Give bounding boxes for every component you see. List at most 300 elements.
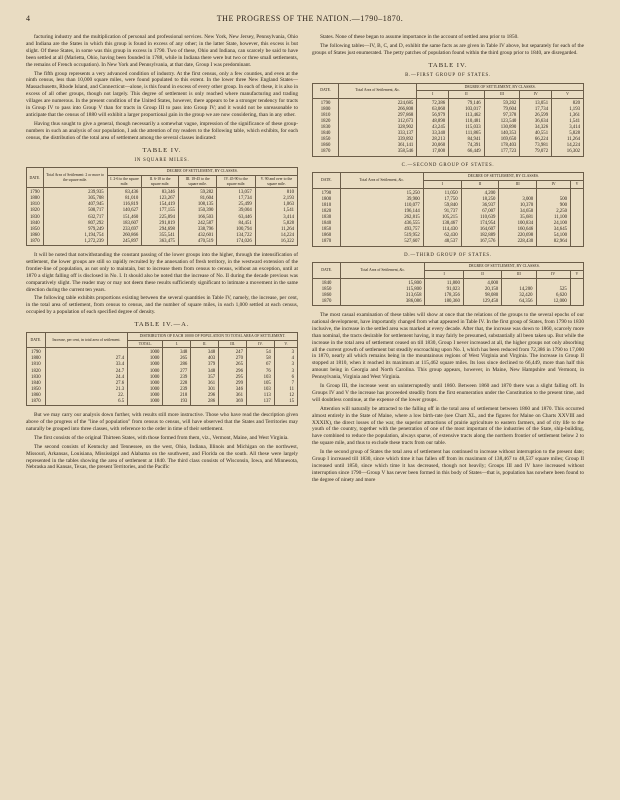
left-column [26, 34, 298, 473]
table-cell: 1860 [27, 233, 44, 239]
table-cell: 361,141 [339, 143, 417, 149]
table-cell: 36,937 [461, 203, 499, 209]
table-cell: 160,646 [499, 227, 537, 233]
table-cell: 1000 [128, 399, 163, 406]
table-header: III [502, 271, 536, 279]
table-cell: 62,430 [423, 233, 461, 239]
table-header: Total Area of Settlement: 2 or more to the square mile. [43, 168, 107, 188]
table-cell: 4 [274, 356, 297, 362]
table-caption: TABLE IV. [142, 146, 182, 154]
table-cell: 1860 [313, 293, 341, 299]
table-cell: 312,673 [339, 119, 417, 125]
table-header: V [552, 91, 584, 99]
table-cell: 1870 [313, 299, 341, 306]
table-cell: 1810 [27, 362, 46, 368]
table-cell: 20,060 [417, 143, 449, 149]
table-cell: 17,734 [520, 107, 552, 113]
table-header: IV [536, 271, 570, 279]
table-cell: 18,250 [461, 197, 499, 203]
table-cell: 1870 [27, 399, 46, 406]
table-cell: 247 [219, 348, 247, 357]
table-cell: 110,481 [449, 119, 485, 125]
table-cell: 66,224 [520, 137, 552, 143]
table-row [27, 399, 298, 406]
table-cell: 7 [274, 381, 297, 387]
table-cell: 59,282 [484, 98, 520, 107]
table-cell: 32,420 [502, 293, 536, 299]
table-cell: 40,551 [520, 131, 552, 137]
table-cell: 150,390 [178, 208, 217, 214]
table-cell: 17,000 [417, 149, 449, 156]
table-cell: 12,000 [536, 299, 570, 306]
table-subtitle: IN SQUARE MILES. [134, 157, 190, 163]
table-cell: 1000 [128, 387, 163, 393]
table-cell: 299 [219, 381, 247, 387]
table-row [313, 188, 584, 197]
table-cell: 98,080 [463, 293, 501, 299]
table-subtitle: B.—FIRST GROUP OF STATES. [405, 72, 491, 78]
table-cell: 14,224 [552, 143, 584, 149]
table-cell: 1820 [313, 119, 339, 125]
table-cell: 67 [246, 362, 274, 368]
table-cell: 123,267 [142, 196, 179, 202]
table-cell: 58 [246, 356, 274, 362]
table-cell: 358,546 [339, 149, 417, 156]
table-cell: 110,077 [340, 203, 423, 209]
table-cell: 81,010 [107, 196, 142, 202]
table-cell: 103 [246, 375, 274, 381]
table-cell: 16,302 [552, 149, 584, 156]
table-cell: 239 [163, 387, 191, 393]
table-cell: 3 [274, 362, 297, 368]
table-cell: 305,708 [43, 196, 107, 202]
table-cell: 807,292 [43, 221, 107, 227]
table-cell: 10,370 [499, 203, 537, 209]
table-cell: 33,340 [417, 131, 449, 137]
table-cell: 361 [219, 393, 247, 399]
table-row [313, 239, 584, 246]
table-cell: 1830 [27, 375, 46, 381]
table-cell: 15 [274, 399, 297, 406]
table-header: I. [163, 340, 191, 348]
table-cell: 1840 [27, 221, 44, 227]
table-cell: 183,607 [107, 221, 142, 227]
table-cell: 115,033 [449, 125, 485, 131]
table-cell: 178,403 [484, 143, 520, 149]
table-cell: 407,945 [43, 202, 107, 208]
paragraph: It will be noted that notwithstanding the constant passing of the lower groups into the higher, through the intensification of settlement, the lower groups are still so rapidly recruited by the annexation of fresh territory, in the westward extension of the frontier-line of population, as not only to maintain, but to increase them from census to census, without an exception, until at 1870 a slight falling off is disclosed in No. I. It should also be noted that the increase of No. II during the decade previous was comparatively slight. The reader may or may not deem these results sufficiently significant to intimate a movement in the same direction during the current ten years. [26, 252, 298, 293]
table-cell: 1870 [313, 149, 339, 156]
table-cell: 1790 [313, 188, 341, 197]
table-cell: 73,981 [520, 143, 552, 149]
table-cell: 295 [219, 375, 247, 381]
table-cell: 1790 [27, 348, 46, 357]
table-cell: 105,215 [423, 215, 461, 221]
table-cell: 245,897 [107, 239, 142, 246]
table-cell: 1000 [128, 369, 163, 375]
table-cell: 225,894 [142, 215, 179, 221]
table-row [313, 299, 584, 306]
table-cell: 59,840 [423, 203, 461, 209]
table-subtitle: D.—THIRD GROUP OF STATES. [404, 252, 492, 258]
table-header: II. [191, 340, 219, 348]
table-header: V. 90 and over to the square mile. [255, 176, 297, 188]
table-cell: 979,249 [43, 227, 107, 233]
running-title: THE PROGRESS OF THE NATION.—1790–1870. [216, 14, 404, 23]
table-header: DATE. [313, 173, 341, 188]
table-cell: 196,144 [340, 209, 423, 215]
table-header: Total Area of Settlement, &c. [340, 173, 423, 188]
table-cell: 357 [191, 375, 219, 381]
table-cell: 361 [191, 381, 219, 387]
table-row [27, 239, 298, 246]
table-cell [499, 188, 537, 197]
table-cell: 1870 [27, 239, 44, 246]
table-cell: 39,900 [340, 197, 423, 203]
table-cell: 1,063 [255, 202, 297, 208]
table-header: DATE. [27, 333, 46, 348]
table-header: DATE. [313, 83, 339, 98]
table-cell: 1,193 [552, 107, 584, 113]
table-cell: 1840 [27, 381, 46, 387]
table-cell: 348 [191, 369, 219, 375]
table-cell: 277 [163, 369, 191, 375]
table-cell: 79,604 [484, 107, 520, 113]
table-cell: 11,050 [423, 188, 461, 197]
table-header: IV. 45-90 to the square mile. [217, 176, 255, 188]
table-cell: 64,356 [502, 299, 536, 306]
table-cell: 14,224 [255, 233, 297, 239]
table-cell: 91,023 [425, 287, 463, 293]
table-cell: 180,360 [425, 299, 463, 306]
table-cell: 2,193 [255, 196, 297, 202]
table-cell: 100,794 [217, 227, 255, 233]
table-cell: 1800 [27, 356, 46, 362]
table-cell: 3 [274, 369, 297, 375]
table-cell: 500 [537, 197, 571, 203]
table-header: I [425, 271, 463, 279]
table-cell: 348 [163, 348, 191, 357]
paragraph: The fifth group represents a very advanced condition of industry. At the first census, only a few counties, and even at the ninth census, less than 10,000 square miles, were found populated to this extent. In the lower three New England States—Massachusetts, Rhode Island, and Connecticut—alone, is this found in excess of every other group. In each of these, it is also in excess of all other groups, though not largely. This degree of settlement is only reached where manufacturing and trading villages are numerous. In the present condition of the United States, however, there appears to be a stronger tendency for tracts in Group IV to pass into Group V than for tracts in Group III to pass into Group IV; and it would not be unreasonable to anticipate that the census of 1880 will exhibit a larger proportional gain in the group we are now considering, than in any other. [26, 70, 298, 118]
paragraph: Having thus sought to give a general, though necessarily a somewhat vague, impression of the significance of these group-numbers in such an analysis of our population, I ask the attention of my readers to the following table, which exhibits, for each census, the distribution of the total area of settlement among the several classes indicated: [26, 120, 298, 141]
table-header: II [461, 181, 499, 189]
table-cell: 113 [246, 393, 274, 399]
table-cell: 129,450 [463, 299, 501, 306]
table-cell: 27.6 [45, 381, 127, 387]
table-cell: 74,391 [449, 143, 485, 149]
table-cell: 1820 [27, 369, 46, 375]
table-cell: 16,322 [255, 239, 297, 246]
paragraph: The most casual examination of these tables will show at once that the relations of the groups to the several epochs of our national development, have importantly changed from what appeared in Table IV. In the first group of States, from 1790 to 1830 inclusive, the increase in the settled area was marked at every decade. After that, the increase was down to 1860, scarcely more than nominal, the tracts desirable for settlement having, it may fairly be presumed, substantially all been taken up. But while the increase in the total area of settlement ceased on till 1830, Group I never increased at all, the higher groups not only absorbing all the current growth of settlement but steadily encroaching upon No. I, which has been reduced from 72,386 in 1790 to 17,000 in 1870, nearly all which remains being in the mountainous regions of West Virginia and Virginia. The increase in Group II stopped at 1810, when it reached its maximum at 115,462 square miles. Its loss since declined to 66,449, more than half this amount being in Georgia and North Carolina. This group appears, however, in Maine, New Hampshire and Vermont, in Pennsylvania, Virginia and West Virginia. [312, 311, 585, 381]
table-cell: 111,865 [449, 131, 485, 137]
table-cell: 34,645 [537, 227, 571, 233]
table-cell: 1790 [313, 98, 339, 107]
paragraph: In Group III, the increase went on uninterruptedly until 1860. Between 1860 and 1870 there was a slight falling off. In Groups IV and V the increase has proceeded steadily from the first enumeration under the Constitution to the present time, and will doubtless continue, at the expense of the lower groups. [312, 383, 584, 403]
table-cell: 1830 [313, 215, 341, 221]
table-cell [537, 188, 571, 197]
table-cell: 233,697 [107, 227, 142, 233]
table-cell [570, 278, 583, 287]
table-cell: 1800 [313, 107, 339, 113]
table-header: IV [520, 91, 552, 99]
table-cell: 116,819 [107, 202, 142, 208]
table-cell: 5,828 [552, 131, 584, 137]
table-cell: 26,599 [520, 113, 552, 119]
table-cell: 239 [163, 375, 191, 381]
table-cell: 1850 [313, 287, 341, 293]
table-cell: 91,737 [423, 209, 461, 215]
table-cell: 66,449 [449, 149, 485, 156]
table-cell: 182,889 [461, 233, 499, 239]
table-cell: 177,723 [484, 149, 520, 156]
table-iv-d [312, 262, 584, 306]
table-cell: 110,639 [461, 215, 499, 221]
table-cell: 166,503 [178, 215, 217, 221]
table-cell: 1820 [27, 208, 44, 214]
table-cell: 76 [246, 369, 274, 375]
table-cell: 632,717 [43, 215, 107, 221]
table-cell: 24.4 [45, 375, 127, 381]
table-cell: 525 [536, 287, 570, 293]
table-cell: 1,361 [552, 113, 584, 119]
table-header: DATE. [27, 168, 44, 188]
paragraph: facturing industry and the multiplication of personal and professional services. New York, New Jersey, Pennsylvania, Ohio and Indiana are the States in which this group is found in excess of any other; in the latter State, however, this excess is but slight. Of these States, in some was this group in excess in 1790. Two of these, Ohio and Indiana, can scarcely be said to have been settled at all (Marietta, Ohio, having been founded in 1788, while in Indiana there were but two or three small settlements, the remains of French occupation). In New York and Pennsylvania, at that date, Group I was predominant. [26, 34, 298, 68]
table-header: IV [537, 181, 571, 189]
table-cell: 3 [274, 348, 297, 357]
table-cell: 177,155 [142, 208, 179, 214]
table-iv-c [312, 172, 584, 246]
table-header: DATE. [313, 263, 341, 278]
table-cell: 1790 [27, 188, 44, 197]
table-cell: 103,017 [449, 107, 485, 113]
table-header: II [463, 271, 501, 279]
table-cell: 11 [274, 387, 297, 393]
table-cell: 15,250 [340, 188, 423, 197]
table-iv [26, 167, 298, 246]
table-cell: 174,954 [461, 221, 499, 227]
table-cell: 63,060 [417, 107, 449, 113]
table-header: V. [274, 340, 297, 348]
table-cell: 1820 [313, 209, 341, 215]
table-cell: 1,541 [255, 208, 297, 214]
table-cell: 84,451 [217, 221, 255, 227]
table-cell: 1810 [313, 113, 339, 119]
table-cell: 220,698 [499, 233, 537, 239]
table-cell: 167,576 [461, 239, 499, 246]
table-cell: 346 [219, 387, 247, 393]
table-header: III. 18-45 to the square mile. [178, 176, 217, 188]
table-cell: 338,796 [178, 227, 217, 233]
table-cell: 810 [255, 188, 297, 197]
table-cell: 339,892 [339, 137, 417, 143]
table-cell: 242,587 [178, 221, 217, 227]
table-cell: 1000 [128, 362, 163, 368]
table-header: V [570, 271, 583, 279]
table-cell: 1860 [27, 393, 46, 399]
table-row [313, 278, 584, 287]
table-cell: 13,051 [520, 98, 552, 107]
table-header: TOTAL. [128, 340, 163, 348]
table-row [27, 188, 298, 197]
table-cell: 17,750 [423, 197, 461, 203]
table-cell: 262,815 [340, 215, 423, 221]
table-subtitle: C.—SECOND GROUP OF STATES. [401, 162, 495, 168]
table-cell: 4,000 [463, 278, 501, 287]
table-cell: 296 [219, 369, 247, 375]
table-header: V [571, 181, 584, 189]
table-cell: 13,057 [217, 188, 255, 197]
table-cell: 1800 [27, 196, 44, 202]
table-cell: 138,467 [423, 221, 461, 227]
table-cell: 83,436 [107, 188, 142, 197]
table-cell: 348 [191, 348, 219, 357]
table-cell: 265 [219, 362, 247, 368]
table-cell: 103 [246, 387, 274, 393]
table-cell: 1830 [27, 215, 44, 221]
table-cell: 1800 [313, 197, 341, 203]
table-header: III [484, 91, 520, 99]
paragraph: In the second group of States the total area of settlement has continued to increase without interruption to the present date; Group I increased till 1830, since which time it has fallen off from its maximum of 138,467 to 48,537 square miles; Group II increased until 1850, since which time it has decreased, though not heavily; Groups III and IV have increased without interruption since 1790—Group V has never been formed in this body of States—that is, population has nowhere been found to the degree of ninety and more [312, 449, 584, 483]
table-cell: 3,414 [552, 125, 584, 131]
table-cell: 140,353 [484, 131, 520, 137]
table-cell: 286 [163, 362, 191, 368]
table-cell: 79,146 [449, 98, 485, 107]
table-cell: 1,194,754 [43, 233, 107, 239]
table-cell: 297,868 [339, 113, 417, 119]
table-cell: 79,072 [520, 149, 552, 156]
table-cell: 266,808 [339, 107, 417, 113]
table-cell: 130,890 [484, 125, 520, 131]
table-cell: 84,941 [449, 137, 485, 143]
table-cell: 39,004 [217, 208, 255, 214]
table-cell: 403 [191, 356, 219, 362]
table-cell: 1810 [27, 202, 44, 208]
table-header: Increase, per cent, in total area of settlement. [45, 333, 127, 348]
table-cell: 35,681 [499, 215, 537, 221]
table-cell: 3,000 [499, 197, 537, 203]
table-cell: 20,150 [463, 287, 501, 293]
table-cell: 11,800 [425, 278, 463, 287]
table-header: I [423, 181, 461, 189]
table-cell: 24,100 [537, 221, 571, 227]
table-cell: 134,722 [217, 233, 255, 239]
table-cell: 97,378 [484, 113, 520, 119]
paragraph: Attention will naturally be attracted to the falling off in the total area of settlement between 1860 and 1870. This occurred almost entirely in the State of Maine, where a low birth-rate (see Chart XL, and the figures for Maine on Charts XXVIII and XXXIX), the direct losses of the war, the superior attractions of prairie agriculture to eastern farmers, and of city life to the youth of the country, together with the penetration of one of the most important of the industries of the State, ship-building, have combined to reduce the population, always sparse, of extensive tracts along the northern frontier of settlement below 2 to the square mile, and thus to exclude these tracts from our table. [312, 405, 584, 447]
table-cell: 1850 [313, 137, 339, 143]
table-cell: 6.5 [45, 399, 127, 406]
table-header: II [449, 91, 485, 99]
table-cell [502, 278, 536, 287]
table-cell: 34,326 [520, 125, 552, 131]
table-cell: 137 [246, 399, 274, 406]
table-cell: 28,213 [417, 137, 449, 143]
table-cell: 17,734 [217, 196, 255, 202]
table-cell: 63,446 [217, 215, 255, 221]
table-cell: 72,386 [417, 98, 449, 107]
table-cell: 355,541 [142, 233, 179, 239]
table-cell: 1810 [313, 203, 341, 209]
table-cell: 363,475 [142, 239, 179, 246]
table-header: III. [219, 340, 247, 348]
table-iv-b [312, 83, 584, 157]
table-cell: 519,952 [340, 233, 423, 239]
table-cell: 6,620 [536, 293, 570, 299]
table-iv-a [26, 332, 298, 406]
table-header: I [417, 91, 449, 99]
table-cell: 1850 [27, 387, 46, 393]
table-cell: 14,200 [502, 287, 536, 293]
table-cell: 3,414 [255, 215, 297, 221]
table-cell: 193 [163, 399, 191, 406]
table-cell: 164,607 [461, 227, 499, 233]
table-cell: 11,264 [552, 137, 584, 143]
table-cell: 820 [552, 98, 584, 107]
table-cell: 1000 [128, 356, 163, 362]
table-cell: 108,135 [178, 202, 217, 208]
table-cell: 43,245 [417, 125, 449, 131]
paragraph: The first consists of the original Thirteen States, with those formed from them, viz., Vermont, Maine, and West Virginia. [34, 434, 289, 441]
table-cell: 1870 [313, 239, 341, 246]
table-header: III [499, 181, 537, 189]
table-cell: 1840 [313, 131, 339, 137]
table-cell: 105 [246, 381, 274, 387]
table-cell: 5,828 [255, 221, 297, 227]
table-cell: 1,541 [552, 119, 584, 125]
table-cell: 239,935 [43, 188, 107, 197]
table-cell [45, 348, 127, 357]
table-superheader: DEGREE OF SETTLEMENT, BY CLASSES. [107, 168, 297, 176]
table-cell: 48,890 [417, 119, 449, 125]
table-cell: 115,800 [341, 287, 425, 293]
table-cell: 294,698 [142, 227, 179, 233]
table-cell: 470,519 [178, 239, 217, 246]
table-cell: 1000 [128, 375, 163, 381]
table-header: II. 6-18 to the square mile. [142, 176, 179, 188]
table-cell: 154,419 [142, 202, 179, 208]
table-cell: 12 [274, 393, 297, 399]
table-cell: 527,607 [340, 239, 423, 246]
table-cell: 2,250 [537, 209, 571, 215]
table-cell: 1850 [313, 227, 341, 233]
table-cell: 34,650 [499, 209, 537, 215]
table-cell: 169,650 [484, 137, 520, 143]
table-cell: 1830 [313, 125, 339, 131]
table-cell: 218 [163, 393, 191, 399]
table-cell: 140,627 [107, 208, 142, 214]
table-cell: 24.7 [45, 369, 127, 375]
table-cell: 286 [191, 399, 219, 406]
table-header: Total Area of Settlement, &c. [341, 263, 425, 278]
table-cell: 228 [163, 381, 191, 387]
table-cell: 83,346 [142, 188, 179, 197]
table-cell: 48,537 [423, 239, 461, 246]
table-cell: 151,460 [107, 215, 142, 221]
paragraph: The second consists of Kentucky and Tennessee, on the west, Ohio, Indiana, Illinois and Michigan on the northwest, Missouri, Arkansas, Louisiana, Mississippi and Alabama on the southwest, and Florida on the south. All these were largely represented in the tables showing the area of settlement at 1840. The third class consists of Wisconsin, Iowa, and Minnesota, Nebraska and Kansas, Texas, the present Territories, and the Pacific [26, 443, 298, 471]
table-cell: 4,200 [461, 188, 499, 197]
table-cell: 36,634 [520, 119, 552, 125]
table-row [313, 98, 584, 107]
table-cell: 21.3 [45, 387, 127, 393]
table-cell: 11,100 [537, 215, 571, 221]
table-cell: 59,282 [178, 188, 217, 197]
table-cell: 11,264 [255, 227, 297, 233]
running-header [26, 14, 594, 28]
table-cell: 15,800 [341, 278, 425, 287]
table-cell: 100,834 [499, 221, 537, 227]
table-cell: 33.4 [45, 362, 127, 368]
table-cell: 301 [191, 387, 219, 393]
paragraph: But we may carry our analysis down further, with results still more instructive. Those who have read the description given above of the progress of the "line of population" from census to census, will have observed that the States and Territories may naturally be grouped into three classes, with reference to the order in time of their settlement. [26, 412, 298, 432]
